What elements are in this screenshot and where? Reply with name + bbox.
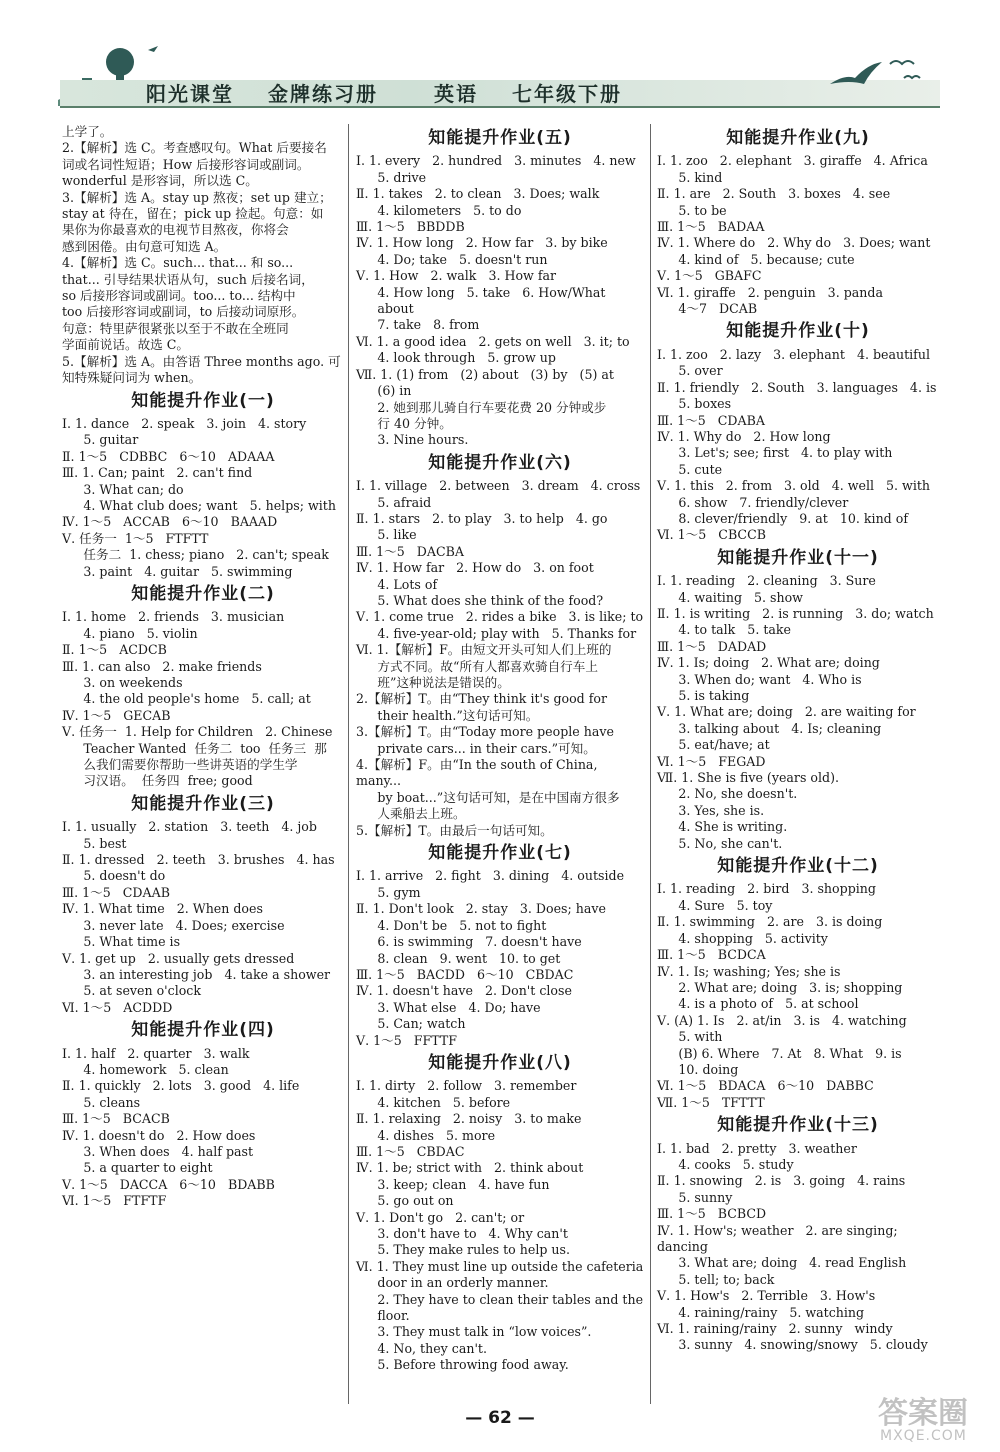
answer-line: Ⅲ. 1～5 BCBCD bbox=[657, 1206, 767, 1222]
answer-line: Ⅳ. 1. be; strict with 2. think about bbox=[356, 1160, 584, 1176]
answer-line: 2.【解析】选 C。考查感叹句。What 后要接名 bbox=[62, 140, 327, 156]
answer-line: Ⅳ. 1. Why do 2. How long bbox=[657, 428, 831, 444]
answer-line: Ⅳ. 1. What time 2. When does bbox=[62, 901, 263, 917]
answer-line: 2. They have to clean their tables and the bbox=[377, 1291, 644, 1307]
answer-line: 4. kilometers 5. to do bbox=[377, 202, 522, 218]
answer-line: 4. kind of 5. because; cute bbox=[678, 251, 855, 267]
answer-line: private cars... in their cars.”可知。 bbox=[377, 740, 596, 756]
answer-line: 上学了。 bbox=[62, 124, 113, 139]
answer-line: 感到困倦。由句意可知选 A。 bbox=[62, 238, 227, 254]
answer-line: Ⅰ. 1. half 2. quarter 3. walk bbox=[62, 1045, 250, 1061]
answer-line: 5. a quarter to eight bbox=[83, 1160, 213, 1176]
answer-line: 人乘船去上班。 bbox=[377, 806, 466, 822]
answer-line: 4. cooks 5. study bbox=[678, 1156, 794, 1172]
answer-line: 词或名词性短语；How 后接形容词或副词。 bbox=[62, 156, 310, 172]
answer-line: Ⅳ. 1. How far 2. How do 3. on foot bbox=[356, 560, 594, 576]
answer-line: Ⅰ. 1. every 2. hundred 3. minutes 4. new bbox=[356, 153, 636, 169]
answer-line: 8. clever/friendly 9. at 10. kind of bbox=[678, 510, 908, 526]
answer-line: 4. the old people's home 5. call; at bbox=[83, 691, 311, 707]
answer-line: 5. tell; to; back bbox=[678, 1271, 775, 1287]
answer-line: 4. look through 5. grow up bbox=[377, 350, 556, 366]
answer-line: Ⅳ. 1. doesn't have 2. Don't close bbox=[356, 983, 572, 999]
answer-column-right bbox=[657, 124, 939, 1354]
answer-line: Ⅳ. 1. Is; doing 2. What are; doing bbox=[657, 655, 880, 671]
answer-line: Ⅱ. 1～5 CDBBC 6～10 ADAAA bbox=[62, 448, 275, 464]
answer-line: 4. homework 5. clean bbox=[83, 1061, 229, 1077]
answer-line: by boat...”这句话可知，是在中国南方很多 bbox=[377, 789, 620, 805]
answer-line: Ⅴ. (A) 1. Is 2. at/in 3. is 4. watching bbox=[657, 1012, 907, 1028]
section-title: 知能提升作业(十二) bbox=[717, 856, 879, 877]
answer-line: 6. is swimming 7. doesn't have bbox=[377, 934, 582, 950]
answer-line: Ⅵ. 1. a good idea 2. gets on well 3. it; to bbox=[356, 333, 630, 349]
answer-line: Ⅱ. 1. snowing 2. is 3. going 4. rains bbox=[657, 1173, 906, 1189]
answer-line: 5. gym bbox=[377, 884, 421, 900]
answer-line: Ⅲ. 1～5 DACBA bbox=[356, 543, 464, 559]
answer-line: Ⅲ. 1. Can; paint 2. can't find bbox=[62, 465, 253, 481]
answer-line: Ⅴ. 1～5 GBAFC bbox=[657, 268, 762, 284]
watermark-text: 答案圈 bbox=[878, 1396, 968, 1431]
answer-line: 5. What does she think of the food? bbox=[377, 592, 604, 608]
answer-line: 5. guitar bbox=[83, 432, 139, 448]
answer-line: Ⅰ. 1. dance 2. speak 3. join 4. story bbox=[62, 415, 307, 431]
answer-line: 6. show 7. friendly/clever bbox=[678, 494, 849, 510]
section-title: 知能提升作业(十三) bbox=[717, 1115, 879, 1136]
answer-line: door in an orderly manner. bbox=[377, 1275, 549, 1291]
answer-line: 7. take 8. from bbox=[377, 317, 480, 333]
answer-line: Ⅱ. 1. takes 2. to clean 3. Does; walk bbox=[356, 186, 600, 202]
answer-line: Ⅰ. 1. usually 2. station 3. teeth 4. job bbox=[62, 819, 317, 835]
answer-line: 5. No, she can't. bbox=[678, 835, 783, 851]
answer-line: 5. doesn't do bbox=[83, 868, 166, 884]
answer-line: 5. eat/have; at bbox=[678, 737, 770, 753]
answer-line: 2. No, she doesn't. bbox=[678, 786, 798, 802]
answer-line: too 后接形容词或副词，to 后接动词原形。 bbox=[62, 304, 305, 320]
answer-line: 4. Don't be 5. not to fight bbox=[377, 917, 547, 933]
section-title: 知能提升作业(七) bbox=[428, 843, 572, 864]
answer-line: 知特殊疑问词为 when。 bbox=[62, 370, 202, 386]
column-divider bbox=[650, 124, 651, 1404]
answer-line: 4. waiting 5. show bbox=[678, 589, 803, 605]
answer-line: Ⅰ. 1. reading 2. cleaning 3. Sure bbox=[657, 573, 876, 589]
answer-line: Ⅰ. 1. home 2. friends 3. musician bbox=[62, 609, 285, 625]
answer-line: Ⅱ. 1. swimming 2. are 3. is doing bbox=[657, 914, 883, 930]
answer-line: 4. to talk 5. take bbox=[678, 622, 791, 638]
answer-line: 5. cute bbox=[678, 461, 723, 477]
answer-line: 3. don't have to 4. Why can't bbox=[377, 1226, 568, 1241]
answer-line: 5. is taking bbox=[678, 688, 750, 703]
answer-line: Ⅵ. 1～5 BDACA 6～10 DABBC bbox=[657, 1078, 874, 1094]
page-header bbox=[0, 0, 1000, 118]
answer-line: 5. Before throwing food away. bbox=[377, 1357, 569, 1373]
answer-line: 4. Lots of bbox=[377, 576, 438, 592]
answer-line: Ⅴ. 1. get up 2. usually gets dressed bbox=[62, 950, 295, 966]
answer-line: Ⅵ. 1～5 ACDDD bbox=[62, 999, 173, 1015]
answer-line: 4. dishes 5. more bbox=[377, 1127, 496, 1143]
watermark-url: MXQE.COM bbox=[880, 1428, 967, 1444]
answer-line: so 后接形容词或副词。too... to... 结构中 bbox=[62, 288, 296, 304]
answer-line: 5. go out on bbox=[377, 1193, 454, 1209]
answer-line: Ⅴ. 1. this 2. from 3. old 4. well 5. with bbox=[657, 478, 931, 494]
answer-line: 3. When do; want 4. Who is bbox=[678, 671, 862, 687]
answer-line: Ⅴ. 1. How's 2. Terrible 3. How's bbox=[657, 1288, 876, 1304]
answer-line: 4. kitchen 5. before bbox=[377, 1094, 511, 1110]
answer-line: 班”这种说法是错误的。 bbox=[377, 675, 510, 690]
answer-line: 3. on weekends bbox=[83, 675, 183, 690]
answer-line: 3. Yes, she is. bbox=[678, 802, 765, 818]
answer-line: 5. boxes bbox=[678, 396, 732, 412]
answer-column-middle bbox=[356, 124, 644, 1374]
answer-line: 4.【解析】F。由“In the south of China, many... bbox=[356, 757, 602, 789]
answer-line: 4. What club does; want 5. helps; with bbox=[83, 497, 336, 513]
watermark-logo bbox=[870, 1388, 990, 1448]
answer-line: Teacher Wanted 任务二 too 任务三 那 bbox=[83, 740, 327, 756]
subject-label: 英语 bbox=[434, 82, 478, 106]
answer-line: Ⅱ. 1. dressed 2. teeth 3. brushes 4. has bbox=[62, 852, 335, 868]
section-title: 知能提升作业(十) bbox=[726, 321, 870, 342]
answer-line: Ⅴ. 1～5 DACCA 6～10 BDABB bbox=[62, 1176, 275, 1192]
answer-line: 行 40 分钟。 bbox=[377, 415, 452, 431]
column-divider bbox=[348, 124, 349, 1404]
answer-line: Ⅶ. 1. She is five (years old). bbox=[657, 770, 840, 786]
answer-line: 4. No, they can't. bbox=[377, 1340, 487, 1356]
answer-line: 4. She is writing. bbox=[678, 819, 788, 835]
grade-label: 七年级下册 bbox=[512, 82, 622, 106]
answer-line: Ⅱ. 1. is writing 2. is running 3. do; watch bbox=[657, 605, 934, 621]
section-title: 知能提升作业(六) bbox=[428, 452, 572, 473]
answer-line: 3. What are; doing 4. read English bbox=[678, 1255, 907, 1271]
answer-line: 4. is a photo of 5. at school bbox=[678, 996, 859, 1012]
answer-line: Ⅳ. 1. How's; weather 2. are singing; dancing bbox=[657, 1222, 902, 1254]
answer-column-left bbox=[62, 124, 344, 1210]
answer-line: 2.【解析】T。由“They think it's good for bbox=[356, 691, 608, 707]
answer-line: 5. Can; watch bbox=[377, 1016, 466, 1032]
answer-line: 3. They must talk in “low voices”. bbox=[377, 1324, 592, 1340]
answer-line: Ⅰ. 1. zoo 2. lazy 3. elephant 4. beautiful bbox=[657, 346, 930, 362]
series-title: 阳光课堂 bbox=[146, 82, 234, 106]
answer-line: 3. When does 4. half past bbox=[83, 1143, 254, 1159]
answer-line: 5. cleans bbox=[83, 1094, 141, 1110]
answer-line: Ⅱ. 1. relaxing 2. noisy 3. to make bbox=[356, 1111, 582, 1127]
answer-line: Ⅰ. 1. reading 2. bird 3. shopping bbox=[657, 881, 876, 897]
answer-line: Ⅳ. 1～5 GECAB bbox=[62, 707, 171, 723]
answer-line: Ⅴ. 1～5 FFTTF bbox=[356, 1032, 457, 1048]
answer-line: wonderful 是形容词，所以选 C。 bbox=[62, 173, 258, 189]
answer-line: Ⅳ. 1. How long 2. How far 3. by bike bbox=[356, 235, 608, 251]
answer-line: Ⅲ. 1～5 BCACB bbox=[62, 1111, 170, 1127]
answer-line: Ⅵ. 1～5 CBCCB bbox=[657, 527, 766, 543]
answer-line: their health.”这句话可知。 bbox=[377, 707, 539, 723]
answer-line: 10. doing bbox=[678, 1061, 739, 1077]
answer-line: 3. sunny 4. snowing/snowy 5. cloudy bbox=[678, 1337, 928, 1353]
answer-line: 5.【解析】选 A。由答语 Three months ago. 可 bbox=[62, 353, 341, 369]
answer-line: Ⅵ. 1～5 FEGAD bbox=[657, 753, 766, 769]
answer-line: 3. an interesting job 4. take a shower bbox=[83, 966, 331, 982]
answer-line: 果你为你最喜欢的电视节目熬夜，你将会 bbox=[62, 222, 289, 238]
answer-line: Ⅶ. 1～5 TFTTT bbox=[657, 1094, 765, 1110]
answer-line: Ⅱ. 1. stars 2. to play 3. to help 4. go bbox=[356, 510, 608, 526]
book-title: 金牌练习册 bbox=[268, 82, 378, 106]
answer-line: (B) 6. Where 7. At 8. What 9. is bbox=[678, 1045, 902, 1061]
answer-line: Ⅲ. 1～5 BADAA bbox=[657, 219, 765, 235]
answer-line: Ⅵ. 1.【解析】F。由短文开头可知人们上班的 bbox=[356, 642, 612, 658]
answer-line: 3. Nine hours. bbox=[377, 432, 469, 448]
answer-line: Ⅱ. 1. are 2. South 3. boxes 4. see bbox=[657, 186, 891, 202]
answer-line: 3.【解析】T。由“Today more people have bbox=[356, 724, 614, 740]
answer-line: Ⅰ. 1. bad 2. pretty 3. weather bbox=[657, 1140, 857, 1156]
answer-line: Ⅴ. 1. come true 2. rides a bike 3. is like; to bbox=[356, 609, 644, 625]
answer-line: 习汉语。 任务四 free; good bbox=[83, 773, 253, 789]
answer-line: 8. clean 9. went 10. to get bbox=[377, 950, 561, 966]
answer-line: 3. What can; do bbox=[83, 481, 184, 497]
answer-line: that... 引导结果状语从句，such 后接名词， bbox=[62, 271, 314, 287]
answer-line: 5. What time is bbox=[83, 934, 181, 950]
answer-line: 3.【解析】选 A。stay up 熬夜；set up 建立； bbox=[62, 189, 332, 205]
answer-line: 4. five-year-old; play with 5. Thanks for bbox=[377, 625, 637, 641]
answer-line: 4. Do; take 5. doesn't run bbox=[377, 251, 548, 267]
answer-line: Ⅳ. 1. doesn't do 2. How does bbox=[62, 1127, 256, 1143]
answer-line: Ⅵ. 1. giraffe 2. penguin 3. panda bbox=[657, 284, 883, 300]
answer-line: 4～7 DCAB bbox=[678, 301, 758, 317]
section-title: 知能提升作业(一) bbox=[131, 390, 275, 411]
answer-line: Ⅳ. 1～5 ACCAB 6～10 BAAAD bbox=[62, 514, 278, 530]
section-title: 知能提升作业(九) bbox=[726, 128, 870, 148]
answer-line: Ⅴ. 1. Don't go 2. can't; or bbox=[356, 1209, 525, 1225]
answer-line: 5. over bbox=[678, 363, 723, 379]
answer-line: Ⅲ. 1～5 CBDAC bbox=[356, 1143, 465, 1159]
answer-line: 任务二 1. chess; piano 2. can't; speak bbox=[83, 547, 329, 563]
answer-line: Ⅲ. 1～5 CDABA bbox=[657, 412, 765, 428]
answer-line: 3. never late 4. Does; exercise bbox=[83, 917, 285, 933]
section-title: 知能提升作业(二) bbox=[131, 583, 275, 604]
section-title: 知能提升作业(八) bbox=[428, 1052, 572, 1073]
answer-line: 2. What are; doing 3. is; shopping bbox=[678, 979, 903, 995]
answer-line: Ⅰ. 1. village 2. between 3. dream 4. cross bbox=[356, 478, 641, 494]
answer-line: Ⅱ. 1～5 ACDCB bbox=[62, 642, 167, 658]
answer-line: 2. 她到那儿骑自行车要花费 20 分钟或步 bbox=[377, 399, 607, 415]
section-title: 知能提升作业(三) bbox=[131, 793, 275, 814]
answer-line: 4. shopping 5. activity bbox=[678, 930, 828, 946]
answer-line: 5.【解析】T。由最后一句话可知。 bbox=[356, 822, 553, 838]
answer-line: stay at 待在，留在；pick up 捡起。句意：如 bbox=[62, 206, 324, 222]
answer-line: 5. sunny bbox=[678, 1189, 733, 1205]
answer-line: Ⅲ. 1～5 CDAAB bbox=[62, 884, 170, 900]
answer-line: Ⅴ. 任务一 1～5 FTFTT bbox=[62, 530, 209, 546]
answer-line: 学面前说话。故选 C。 bbox=[62, 337, 189, 353]
answer-line: Ⅰ. 1. arrive 2. fight 3. dining 4. outside bbox=[356, 868, 625, 884]
section-title: 知能提升作业(四) bbox=[131, 1020, 275, 1041]
section-title: 知能提升作业(十一) bbox=[717, 547, 879, 568]
answer-line: 4.【解析】选 C。such... that... 和 so... bbox=[62, 255, 294, 271]
answer-line: 4. Sure 5. toy bbox=[678, 897, 773, 913]
answer-line: 4. piano 5. violin bbox=[83, 625, 198, 641]
answer-line: Ⅶ. 1. (1) from (2) about (3) by (5) at bbox=[356, 366, 614, 382]
answer-line: 5. with bbox=[678, 1029, 723, 1045]
answer-line: Ⅲ. 1～5 BACDD 6～10 CBDAC bbox=[356, 966, 574, 982]
answer-line: 3. keep; clean 4. have fun bbox=[377, 1176, 550, 1192]
answer-line: Ⅰ. 1. zoo 2. elephant 3. giraffe 4. Africa bbox=[657, 153, 928, 169]
birds-icon bbox=[820, 44, 930, 94]
answer-line: (6) in bbox=[377, 383, 412, 399]
answer-line: 5. at seven o'clock bbox=[83, 983, 201, 999]
answer-line: Ⅴ. 任务一 1. Help for Children 2. Chinese bbox=[62, 724, 333, 740]
answer-line: 3. What else 4. Do; have bbox=[377, 999, 541, 1015]
answer-line: 5. kind bbox=[678, 169, 723, 185]
answer-line: 5. to be bbox=[678, 202, 727, 218]
answer-line: Ⅱ. 1. friendly 2. South 3. languages 4. is bbox=[657, 379, 937, 395]
answer-line: 句意：特里萨很紧张以至于不敢在全班同 bbox=[62, 320, 289, 336]
answer-line: 3. talking about 4. Is; cleaning bbox=[678, 720, 882, 736]
answer-line: 4. raining/rainy 5. watching bbox=[678, 1304, 865, 1320]
answer-line: Ⅴ. 1. How 2. walk 3. How far bbox=[356, 268, 557, 284]
answer-line: 5. drive bbox=[377, 169, 427, 185]
answer-line: 5. best bbox=[83, 835, 127, 851]
answer-line: Ⅵ. 1. raining/rainy 2. sunny windy bbox=[657, 1321, 893, 1337]
answer-line: Ⅴ. 1. What are; doing 2. are waiting for bbox=[657, 704, 916, 720]
answer-line: 3. paint 4. guitar 5. swimming bbox=[83, 563, 293, 579]
page-number: — 62 — bbox=[465, 1408, 535, 1428]
answer-line: Ⅱ. 1. Don't look 2. stay 3. Does; have bbox=[356, 901, 606, 917]
answer-line: 5. like bbox=[377, 527, 417, 543]
answer-line: 5. afraid bbox=[377, 494, 432, 510]
answer-line: Ⅳ. 1. Where do 2. Why do 3. Does; want bbox=[657, 235, 931, 251]
section-title: 知能提升作业(五) bbox=[428, 128, 572, 148]
answer-line: Ⅵ. 1. They must line up outside the cafeteria bbox=[356, 1258, 644, 1274]
answer-line: Ⅲ. 1～5 BBDDB bbox=[356, 219, 465, 235]
answer-line: Ⅱ. 1. quickly 2. lots 3. good 4. life bbox=[62, 1078, 300, 1094]
answer-line: floor. bbox=[377, 1308, 410, 1324]
answer-line: 3. Let's; see; first 4. to play with bbox=[678, 445, 893, 461]
answer-line: Ⅲ. 1～5 DADAD bbox=[657, 638, 767, 654]
answer-line: Ⅳ. 1. Is; washing; Yes; she is bbox=[657, 963, 841, 979]
answer-line: Ⅵ. 1～5 FTFTF bbox=[62, 1193, 167, 1209]
answer-line: Ⅲ. 1～5 BCDCA bbox=[657, 947, 766, 963]
answer-line: 4. How long 5. take 6. How/What about bbox=[377, 284, 610, 317]
answer-line: 5. They make rules to help us. bbox=[377, 1242, 571, 1258]
answer-line: Ⅰ. 1. dirty 2. follow 3. remember bbox=[356, 1078, 577, 1094]
answer-line: Ⅲ. 1. can also 2. make friends bbox=[62, 658, 262, 674]
answer-line: 么我们需要你帮助一些讲英语的学生学 bbox=[83, 757, 298, 773]
answer-line: 方式不同。故“所有人都喜欢骑自行车上 bbox=[377, 658, 598, 674]
